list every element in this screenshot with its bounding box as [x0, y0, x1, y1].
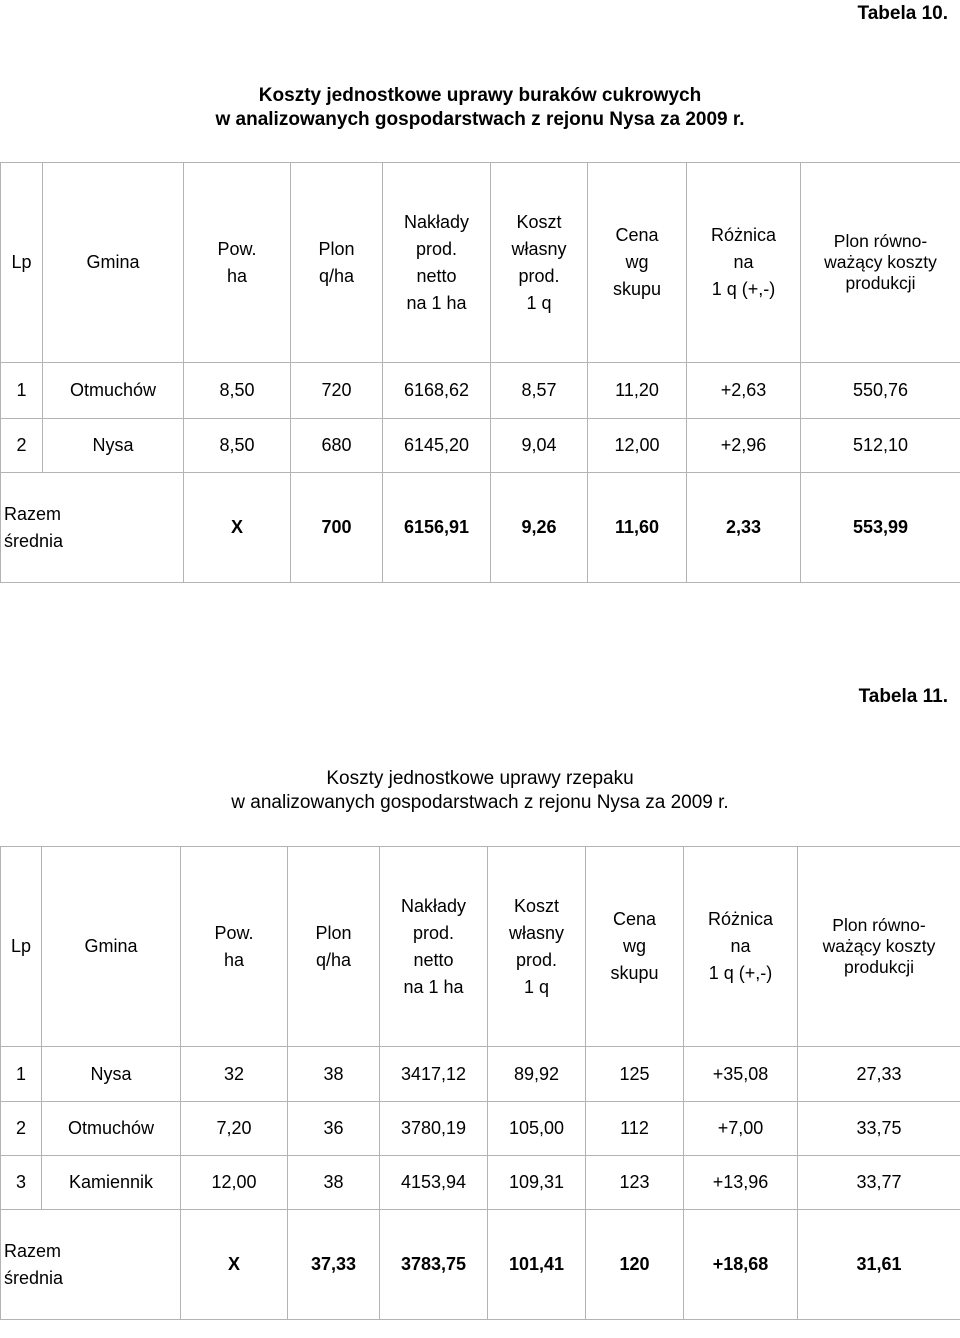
cell-gmina: Kamiennik [42, 1156, 181, 1210]
header-naklady [380, 847, 488, 1047]
table-summary-row [1, 473, 960, 583]
cell-lp: 3 [1, 1156, 42, 1210]
header-plon-line: q/ha [315, 949, 352, 970]
cell-pow: 12,00 [181, 1156, 288, 1210]
cell-roznica: +18,68 [684, 1210, 798, 1320]
cell-pow: 8,50 [184, 419, 291, 473]
header-koszt-line: 1 q [523, 976, 550, 997]
header-cena-line: skupu [612, 279, 662, 299]
header-plon-rowno-line: ważący koszty [824, 252, 937, 272]
table-10-title-line-1: Koszty jednostkowe uprawy buraków cukrowych [258, 85, 702, 106]
header-naklady-line: netto [413, 949, 454, 970]
cell-pow: 7,20 [181, 1102, 288, 1156]
header-roznica [684, 847, 798, 1047]
cell-cena: 120 [586, 1210, 684, 1320]
cell-cena: 125 [586, 1047, 684, 1102]
header-plon-line: q/ha [318, 265, 355, 286]
cell-naklady: 4153,94 [380, 1156, 488, 1210]
cell-roznica: +2,96 [687, 419, 801, 473]
cell-plon-rowno: 33,75 [798, 1102, 960, 1156]
cell-koszt: 9,04 [491, 419, 588, 473]
header-pow [184, 163, 291, 363]
cell-plon-rowno: 33,77 [798, 1156, 960, 1210]
header-gmina: Gmina [42, 847, 181, 1047]
header-plon-line: Plon [318, 238, 355, 259]
header-pow-line: ha [226, 265, 248, 286]
header-koszt [488, 847, 586, 1047]
cell-razem-srednia [1, 1210, 181, 1320]
header-plon-rowno-line: ważący koszty [822, 936, 936, 956]
header-roznica [687, 163, 801, 363]
header-cena [588, 163, 687, 363]
header-pow-line: Pow. [217, 238, 257, 259]
cell-koszt: 89,92 [488, 1047, 586, 1102]
header-roznica-line: na [730, 936, 751, 956]
header-plon [291, 163, 383, 363]
header-roznica-line: na [733, 252, 754, 272]
cell-cena: 123 [586, 1156, 684, 1210]
summary-label: Razem [4, 1240, 62, 1261]
table-row [1, 1102, 960, 1156]
header-pow-line: Pow. [214, 922, 254, 943]
cell-roznica: 2,33 [687, 473, 801, 583]
header-pow-line: ha [223, 949, 245, 970]
header-koszt-line: Koszt [516, 211, 562, 232]
header-plon-rowno-line: Plon równo- [832, 915, 926, 935]
summary-label: średnia [4, 1267, 64, 1288]
header-cena-line: Cena [612, 909, 657, 929]
table-11-title-line-1: Koszty jednostkowe uprawy rzepaku [326, 768, 634, 789]
header-roznica-line: 1 q (+,-) [711, 279, 776, 299]
cell-pow: 32 [181, 1047, 288, 1102]
table-row [1, 1156, 960, 1210]
cell-plon: 700 [291, 473, 383, 583]
cell-plon-rowno: 550,76 [801, 363, 960, 419]
header-koszt-line: własny [508, 922, 565, 943]
cell-cena: 112 [586, 1102, 684, 1156]
header-naklady-line: netto [416, 265, 457, 286]
header-naklady-line: na 1 ha [406, 292, 467, 313]
cell-gmina: Nysa [43, 419, 184, 473]
header-cena [586, 847, 684, 1047]
cell-plon: 38 [288, 1156, 380, 1210]
table-11-label: Tabela 11. [858, 686, 948, 707]
header-cena-line: wg [625, 252, 649, 272]
header-roznica-line: Różnica [710, 225, 777, 245]
header-naklady-line: prod. [415, 238, 458, 259]
header-pow [181, 847, 288, 1047]
cell-plon-rowno: 27,33 [798, 1047, 960, 1102]
cell-pow: X [184, 473, 291, 583]
cell-roznica: +13,96 [684, 1156, 798, 1210]
header-cena-line: skupu [610, 963, 659, 983]
table-11-title-line-2: w analizowanych gospodarstwach z rejonu Nysa za 2009 r. [231, 792, 729, 813]
header-koszt-line: Koszt [513, 895, 560, 916]
header-naklady [383, 163, 491, 363]
cell-koszt: 109,31 [488, 1156, 586, 1210]
header-lp: Lp [1, 847, 42, 1047]
cell-plon: 720 [291, 363, 383, 419]
header-koszt-line: prod. [515, 949, 558, 970]
header-naklady-line: na 1 ha [403, 976, 464, 997]
cell-koszt: 9,26 [491, 473, 588, 583]
header-plon-rowno-line: Plon równo- [833, 231, 928, 251]
cell-roznica: +7,00 [684, 1102, 798, 1156]
cell-naklady: 3783,75 [380, 1210, 488, 1320]
header-plon-rowno-line: produkcji [843, 957, 915, 977]
header-koszt-line: prod. [518, 265, 560, 286]
cell-koszt: 101,41 [488, 1210, 586, 1320]
cell-cena: 12,00 [588, 419, 687, 473]
cell-plon-rowno: 512,10 [801, 419, 960, 473]
cell-plon-rowno: 31,61 [798, 1210, 960, 1320]
summary-label: średnia [4, 530, 64, 551]
cell-plon: 37,33 [288, 1210, 380, 1320]
table-10-title-line-2: w analizowanych gospodarstwach z rejonu Nysa za 2009 r. [215, 109, 745, 130]
table-11-header-row [1, 847, 960, 1047]
header-plon-rownowazacy [798, 847, 960, 1047]
cell-razem-srednia [1, 473, 184, 583]
cell-lp: 2 [1, 1102, 42, 1156]
cell-gmina: Otmuchów [43, 363, 184, 419]
cell-pow: X [181, 1210, 288, 1320]
cell-naklady: 6145,20 [383, 419, 491, 473]
cell-lp: 1 [1, 1047, 42, 1102]
cell-plon: 36 [288, 1102, 380, 1156]
table-10-label: Tabela 10. [857, 3, 948, 24]
header-naklady-line: prod. [412, 922, 455, 943]
table-11 [0, 846, 960, 1320]
table-row [1, 419, 960, 473]
header-koszt-line: własny [511, 238, 567, 259]
cell-naklady: 6168,62 [383, 363, 491, 419]
cell-gmina: Nysa [42, 1047, 181, 1102]
cell-roznica: +35,08 [684, 1047, 798, 1102]
cell-cena: 11,60 [588, 473, 687, 583]
cell-naklady: 3417,12 [380, 1047, 488, 1102]
header-cena-line: wg [622, 936, 646, 956]
header-koszt-line: 1 q [526, 292, 552, 313]
header-naklady-line: Nakłady [403, 211, 470, 232]
table-10-header-row [1, 163, 960, 363]
cell-naklady: 3780,19 [380, 1102, 488, 1156]
cell-koszt: 8,57 [491, 363, 588, 419]
cell-plon: 38 [288, 1047, 380, 1102]
summary-label: Razem [4, 503, 62, 524]
table-summary-row [1, 1210, 960, 1320]
table-row [1, 1047, 960, 1102]
header-plon-rownowazacy [801, 163, 960, 363]
header-cena-line: Cena [615, 225, 659, 245]
header-naklady-line: Nakłady [400, 895, 467, 916]
cell-plon: 680 [291, 419, 383, 473]
header-roznica-line: Różnica [707, 909, 774, 929]
header-plon-line: Plon [315, 922, 352, 943]
cell-roznica: +2,63 [687, 363, 801, 419]
cell-gmina: Otmuchów [42, 1102, 181, 1156]
cell-cena: 11,20 [588, 363, 687, 419]
header-plon [288, 847, 380, 1047]
header-lp: Lp [1, 163, 43, 363]
header-plon-rowno-line: produkcji [845, 273, 916, 293]
cell-koszt: 105,00 [488, 1102, 586, 1156]
header-koszt [491, 163, 588, 363]
table-10 [0, 162, 960, 583]
header-roznica-line: 1 q (+,-) [708, 963, 773, 983]
cell-lp: 1 [1, 363, 43, 419]
cell-naklady: 6156,91 [383, 473, 491, 583]
cell-pow: 8,50 [184, 363, 291, 419]
cell-lp: 2 [1, 419, 43, 473]
header-gmina: Gmina [43, 163, 184, 363]
table-row [1, 363, 960, 419]
cell-plon-rowno: 553,99 [801, 473, 960, 583]
